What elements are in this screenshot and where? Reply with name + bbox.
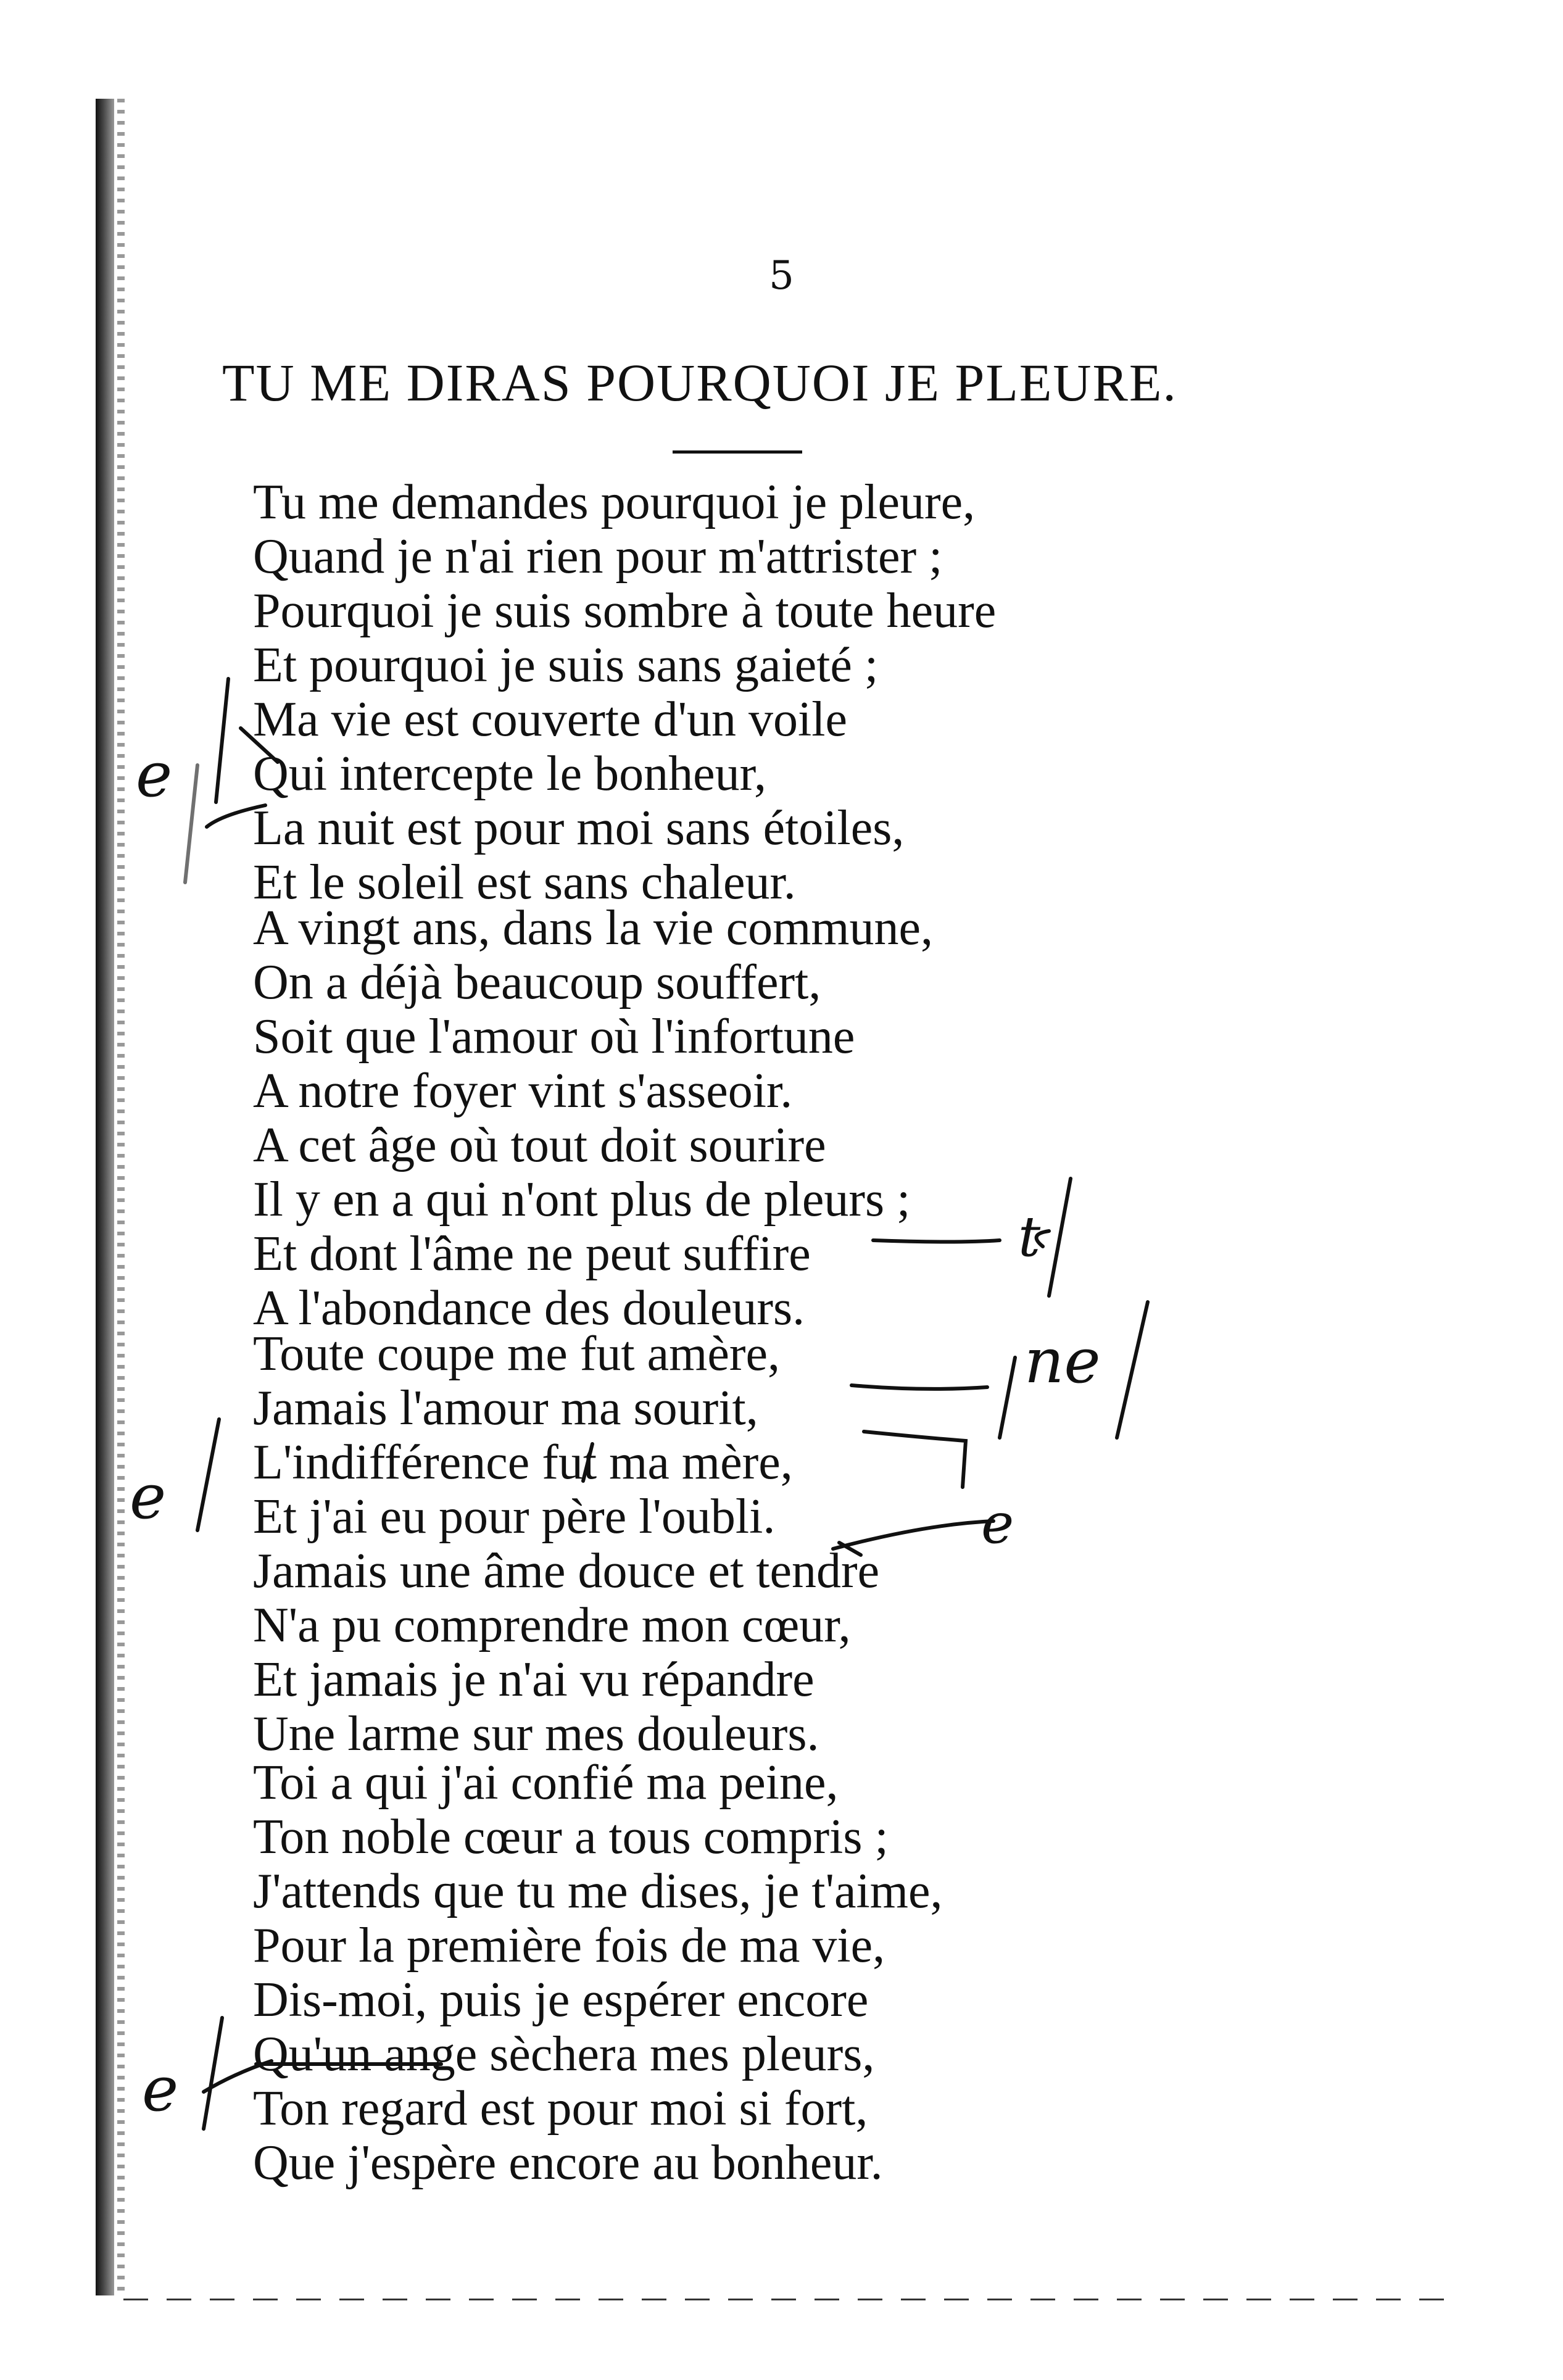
verse-line: Jamais l'amour ma sourit, bbox=[253, 1381, 758, 1435]
verse-line: Et pourquoi je suis sans gaieté ; bbox=[253, 638, 879, 692]
page-bottom-edge bbox=[123, 2299, 1450, 2300]
page-binding-edge bbox=[96, 99, 114, 2295]
verse-line: A cet âge où tout doit sourire bbox=[253, 1118, 826, 1172]
proof-letter-e: e bbox=[981, 1491, 1014, 1556]
poem-title: TU ME DIRAS POURQUOI JE PLEURE. bbox=[222, 353, 1177, 412]
verse-line: Pourquoi je suis sombre à toute heure bbox=[253, 584, 997, 638]
proof-letter-t: t bbox=[1018, 1205, 1041, 1269]
proof-letter-e: e bbox=[136, 739, 173, 811]
verse-line: J'attends que tu me dises, je t'aime, bbox=[253, 1864, 943, 1918]
verse-line: Ma vie est couverte d'un voile bbox=[253, 692, 848, 747]
proof-letter-ne: ne bbox=[1024, 1325, 1101, 1397]
proof-letter-e: e bbox=[130, 1461, 167, 1533]
verse-line: L'indifférence fut ma mère, bbox=[253, 1435, 793, 1490]
proof-stroke bbox=[197, 1419, 219, 1530]
verse-line: Et jamais je n'ai vu répandre bbox=[253, 1652, 815, 1707]
stanza-1 bbox=[253, 475, 1179, 910]
verse-line: Qui intercepte le bonheur, bbox=[253, 747, 767, 801]
verse-line: Soit que l'amour où l'infortune bbox=[253, 1010, 855, 1064]
verse-line: A l'abondance des douleurs. bbox=[253, 1281, 805, 1335]
verse-line: Jamais une âme douce et tendre bbox=[253, 1544, 880, 1598]
verse-line: A notre foyer vint s'asseoir. bbox=[253, 1064, 793, 1118]
proof-letter-e: e bbox=[142, 2053, 179, 2125]
stanza-2 bbox=[253, 901, 1179, 1335]
verse-line: Ton noble cœur a tous compris ; bbox=[253, 1810, 889, 1864]
verse-line: La nuit est pour moi sans étoiles, bbox=[253, 801, 905, 855]
verse-line: Toi a qui j'ai confié ma peine, bbox=[253, 1756, 839, 1810]
verse-line: Et le soleil est sans chaleur. bbox=[253, 855, 796, 910]
stanza-4 bbox=[253, 1756, 1179, 2190]
verse-line: Pour la première fois de ma vie, bbox=[253, 1918, 885, 1973]
verse-line: Il y en a qui n'ont plus de pleurs ; bbox=[253, 1172, 911, 1227]
verse-line: Quand je n'ai rien pour m'attrister ; bbox=[253, 529, 943, 584]
page-binding-texture bbox=[117, 99, 125, 2295]
proof-stroke bbox=[185, 765, 197, 882]
verse-line: Et j'ai eu pour père l'oubli. bbox=[253, 1490, 776, 1544]
stanza-3 bbox=[253, 1327, 1179, 1761]
verse-line: Une larme sur mes douleurs. bbox=[253, 1707, 819, 1761]
verse-line: N'a pu comprendre mon cœur, bbox=[253, 1598, 851, 1652]
verse-line: Dis-moi, puis je espérer encore bbox=[253, 1973, 869, 2027]
verse-line: Qu'un ange sèchera mes pleurs, bbox=[253, 2027, 875, 2081]
proof-stroke bbox=[204, 2018, 222, 2129]
verse-line: A vingt ans, dans la vie commune, bbox=[253, 901, 934, 955]
proof-stroke bbox=[216, 679, 228, 802]
verse-line: Et dont l'âme ne peut suffire bbox=[253, 1227, 811, 1281]
verse-line: On a déjà beaucoup souffert, bbox=[253, 955, 821, 1010]
verse-line: Ton regard est pour moi si fort, bbox=[253, 2081, 868, 2136]
verse-line: Toute coupe me fut amère, bbox=[253, 1327, 781, 1381]
title-rule bbox=[673, 450, 802, 454]
page-number: 5 bbox=[769, 253, 794, 299]
verse-line: Que j'espère encore au bonheur. bbox=[253, 2136, 883, 2190]
verse-line: Tu me demandes pourquoi je pleure, bbox=[253, 475, 976, 529]
